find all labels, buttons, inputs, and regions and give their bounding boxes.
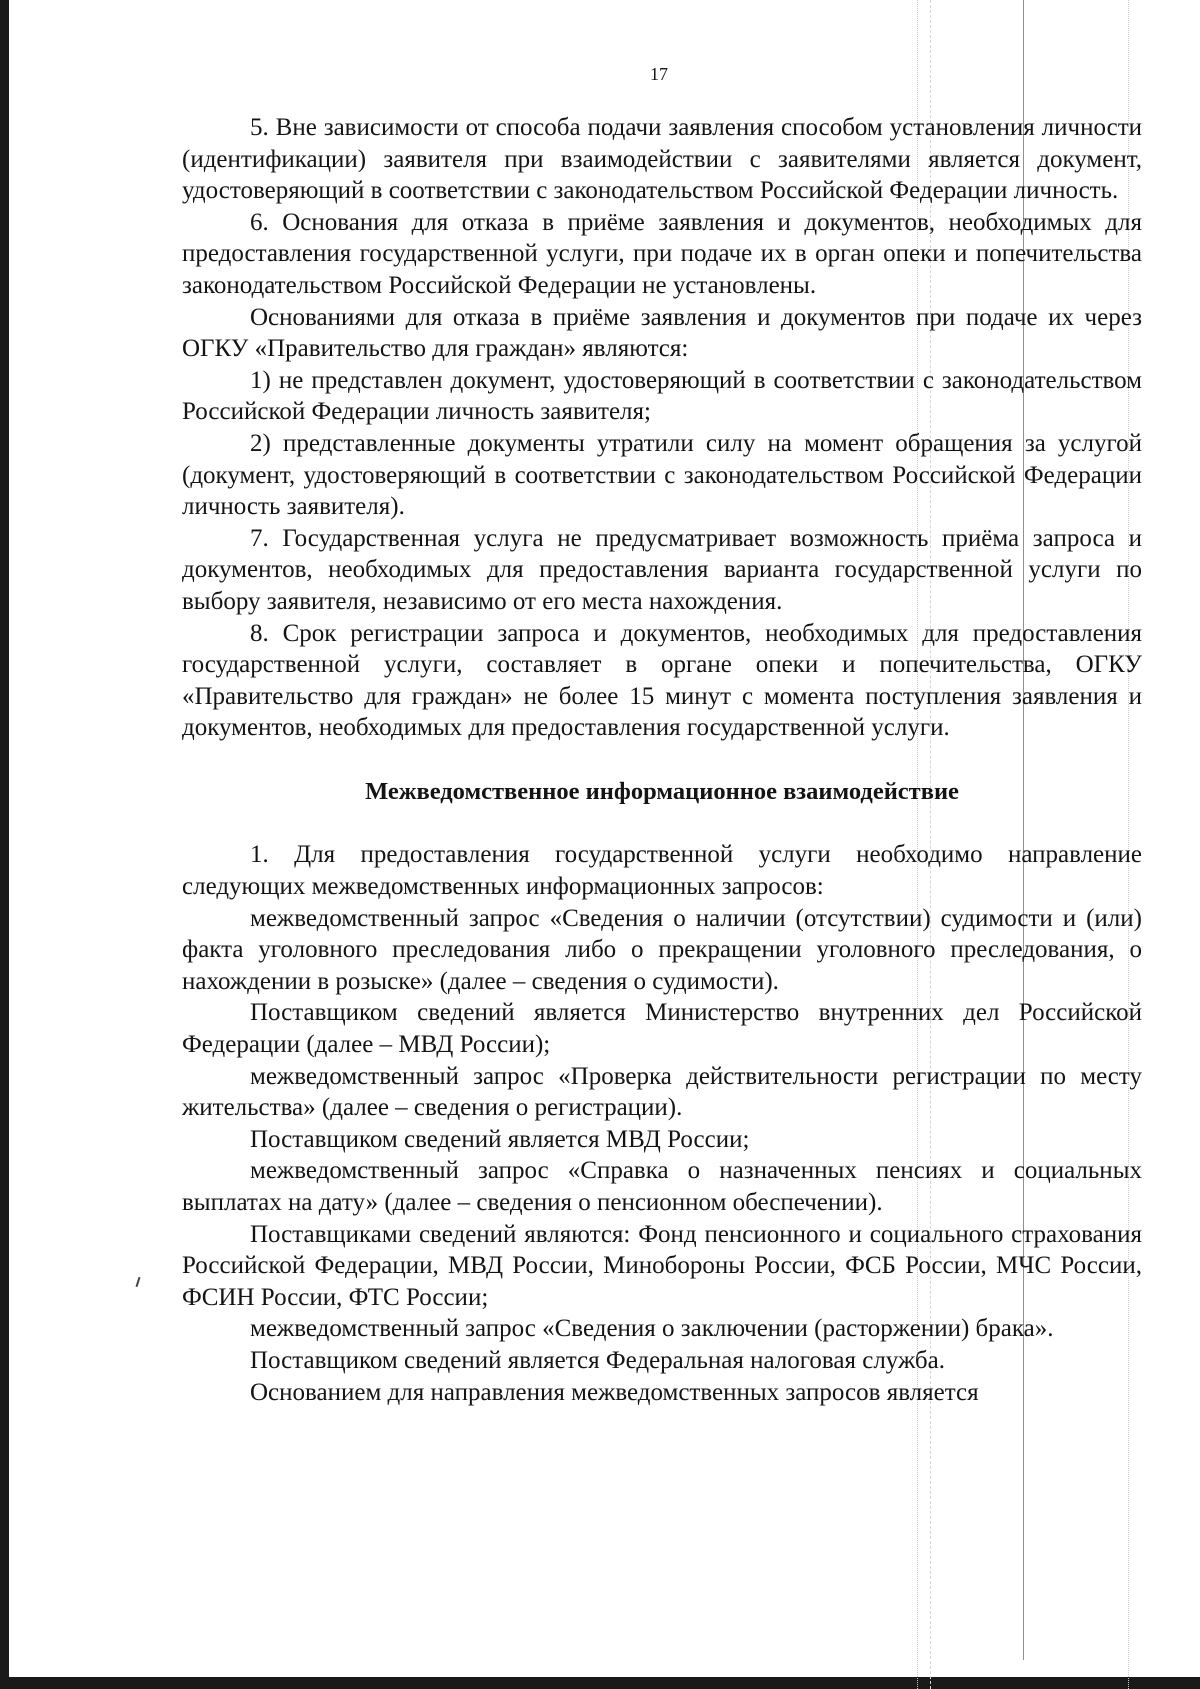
provider-mvd: Поставщиком сведений является Министерство внутренних дел Российской Федерации (далее – МВД России); xyxy=(182,999,1142,1059)
paragraph-8: 8. Срок регистрации запроса и документов, необходимых для предоставления государственной услуги, составляет в органе опеки и попечительства, ОГКУ «Правительство для граждан» не более 15 минут с момента поступления заявления и документов, необходимых для предоставления государственной услуги. xyxy=(182,619,1142,742)
paragraph-5: 5. Вне зависимости от способа подачи заявления способом установления личности (идентификации) заявителя при взаимодействии с заявителями является документ, удостоверяющий в соответствии с законодательством Российской Федерации личность. xyxy=(182,114,1142,205)
request-pensions: межведомственный запрос «Справка о назначенных пенсиях и социальных выплатах на дату» (далее – сведения о пенсионном обеспечении). xyxy=(182,1157,1142,1216)
paragraph-grounds-intro: Основаниями для отказа в приёме заявления и документов при подаче их через ОГКУ «Правительство для граждан» являются: xyxy=(182,303,1142,363)
request-criminal-record: межведомственный запрос «Сведения о наличии (отсутствии) судимости и (или) факта уголовного преследования либо о прекращении уголовного преследования, о нахождении в розыске» (далее – сведения о судимости). xyxy=(182,904,1142,995)
scan-speck xyxy=(136,1277,141,1287)
list-item-1: 1) не представлен документ, удостоверяющий в соответствии с законодательством Российской Федерации личность заявителя; xyxy=(182,366,1142,426)
paragraph-basis: Основанием для направления межведомственных запросов является xyxy=(250,1378,979,1406)
paragraph-6: 6. Основания для отказа в приёме заявления и документов, необходимых для предоставления государственной услуги, при подаче их в орган опеки и попечительства законодательством Российской Федерации не установлены. xyxy=(182,208,1142,299)
request-registration: межведомственный запрос «Проверка действительности регистрации по месту жительства» (далее – сведения о регистрации). xyxy=(182,1062,1142,1122)
section-heading: Межведомственное информационное взаимодействие xyxy=(365,777,959,805)
provider-mvd-short: Поставщиком сведений является МВД России; xyxy=(250,1125,750,1153)
list-item-2: 2) представленные документы утратили силу на момент обращения за услугой (документ, удостоверяющий в соответствии с законодательством Российской Федерации личность заявителя). xyxy=(182,429,1142,521)
document-body xyxy=(182,112,1142,1408)
provider-fns: Поставщиком сведений является Федеральная налоговая служба. xyxy=(250,1346,945,1374)
paragraph-interagency-1: 1. Для предоставления государственной услуги необходимо направление следующих межведомственных информационных запросов: xyxy=(182,841,1142,901)
providers-pensions: Поставщиками сведений являются: Фонд пенсионного и социального страхования Российской Федерации, МВД России, Минобороны России, ФСБ России, МЧС России, ФСИН России, ФТС России; xyxy=(182,1220,1142,1311)
page-number: 17 xyxy=(650,64,668,84)
scan-border-left xyxy=(0,0,9,1689)
request-marriage: межведомственный запрос «Сведения о заключении (расторжении) брака». xyxy=(250,1315,1054,1343)
paragraph-7: 7. Государственная услуга не предусматривает возможность приёма запроса и документов, необходимых для предоставления варианта государственной услуги по выбору заявителя, независимо от его места нахождения. xyxy=(182,524,1142,615)
scan-border-bottom xyxy=(0,1677,1200,1689)
